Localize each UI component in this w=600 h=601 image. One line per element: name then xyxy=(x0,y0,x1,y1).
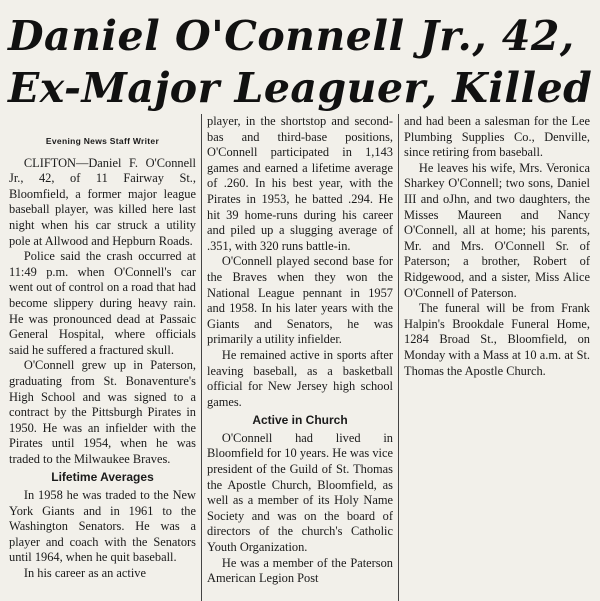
article-body xyxy=(4,114,596,601)
paragraph: O'Connell had lived in Bloomfield for 10 years. He was vice president of the Guild of St. Thomas the Apostle Church, Bloomfield, as well as a member of its Holy Name Society and was on the board of directors of the church's Catholic Youth Organization. xyxy=(207,430,393,555)
paragraph: player, in the shortstop and second-bas and third-base positions, O'Connell participated in 1,143 games and earned a lifetime average of .260. In his best year, with the Pirates in 1953, he batted .294. He hit 39 home-runs during his career and piled up a slugging average of .351, with 320 runs battle-in. xyxy=(207,114,393,253)
paragraph: Police said the crash occurred at 11:49 p.m. when O'Connell's car went out of control on a road that had become slippery during heavy rain. He was pronounced dead at Passaic General Hospital, where officials said he suffered a fractured skull. xyxy=(9,249,196,357)
paragraph: and had been a salesman for the Lee Plumbing Supplies Co., Denville, since retiring from baseball. xyxy=(404,114,590,160)
paragraph: He was a member of the Paterson American Legion Post xyxy=(207,555,393,586)
paragraph: He remained active in sports after leaving baseball, as a basketball official for New Jersey high school games. xyxy=(207,347,393,409)
paragraph: The funeral will be from Frank Halpin's Brookdale Funeral Home, 1284 Broad St., Bloomfield, on Monday with a Mass at 10 a.m. at St. Thomas the Apostle Church. xyxy=(404,301,590,378)
paragraph: O'Connell played second base for the Braves when they won the National League pennant in 1957 and 1958. In his later years with the Giants and Senators, he was primarily a utility infielder. xyxy=(207,254,393,347)
paragraph: CLIFTON—Daniel F. O'Connell Jr., 42, of 11 Fairway St., Bloomfield, a former major league baseball player, was killed here last night when his car struck a utility pole at Allwood and Hepburn Roads. xyxy=(9,155,196,248)
byline: Evening News Staff Writer xyxy=(45,136,160,146)
headline-line-2: Ex-Major Leaguer, Killed xyxy=(8,64,593,112)
subheading-lifetime-averages: Lifetime Averages xyxy=(51,470,154,485)
column-3 xyxy=(398,114,595,601)
column-2 xyxy=(201,114,398,601)
paragraph: He leaves his wife, Mrs. Veronica Sharkey O'Connell; two sons, Daniel III and oJhn, and two daughters, the Misses Maureen and Nancy O'Connell, all at home; his parents, Mr. and Mrs. O'Connell Sr. of Paterson; a brother, Robert of Ridgewood, and a sister, Miss Alice O'Connell of Paterson. xyxy=(404,160,590,300)
headline xyxy=(8,10,594,114)
paragraph: In his career as an active xyxy=(23,566,146,581)
column-1 xyxy=(4,132,201,601)
paragraph: In 1958 he was traded to the New York Giants and in 1961 to the Washington Senators. He was a player and coach with the Senators until 1964, when he quit baseball. xyxy=(9,488,196,565)
paragraph: O'Connell grew up in Paterson, graduating from St. Bonaventure's High School and was signed to a contract by the Pittsburgh Pirates in 1950. He was an infielder with the Pirates until 1954, when he was traded to the Milwaukee Braves. xyxy=(9,358,196,466)
subheading-active-in-church: Active in Church xyxy=(252,413,348,428)
headline-line-1: Daniel O'Connell Jr., 42, xyxy=(8,12,575,60)
